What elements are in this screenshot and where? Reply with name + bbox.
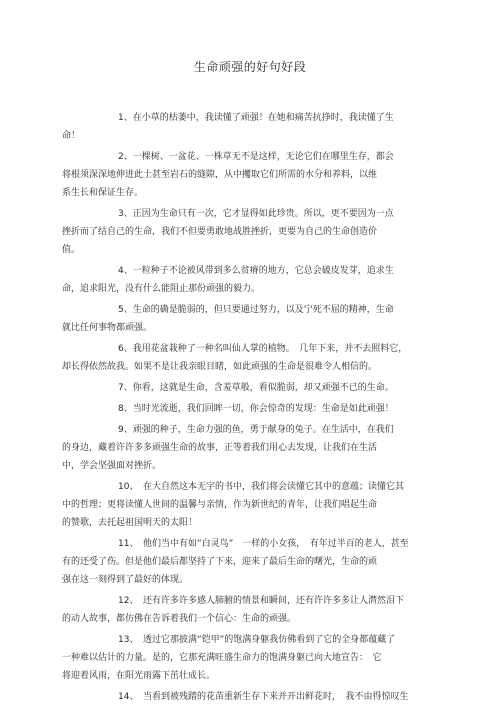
text-line: 一种难以估计的力量。是的，它那充满旺盛生命力的饱满身躯已向大地宣告： 它 <box>62 653 382 663</box>
text-line: 命，追求阳光，没有什么能阻止那份顽强的毅力。 <box>62 284 261 294</box>
text-line: 将根须深深地伸进此土甚至岩石的缝隙，从中攫取它们所需的水分和养料，以维 <box>62 170 378 180</box>
text-line: 强在这一刻得到了最好的体现。 <box>62 575 189 585</box>
text-line: 的身边，藏着许许多多顽强生命的故事，正等着我们用心去发现，让我们在生活 <box>62 443 378 453</box>
text-line: 值。 <box>62 245 81 255</box>
text-line: 14、 当看到被残踏的花苗重新生存下来并开出鲜花时， 我不由得惊叹生 <box>118 692 409 702</box>
text-line: 8、当时光流逝，我们回眸一切，你会惊奇的发现：生命是如此顽强！ <box>118 404 394 414</box>
text-line: 1、在小草的枯萎中，我读懂了顽强！在她和痛苦抗挣时，我读懂了生 <box>118 113 394 123</box>
text-line: 将迎着风雨，在阳光雨露下茁壮成长。 <box>62 671 216 681</box>
text-line: 系生长和保证生存。 <box>62 188 144 198</box>
text-line: 10、 在大自然这本无字的书中，我们将会读懂它其中的意蕴；读懂它其 <box>118 482 404 492</box>
text-line: 13、 透过它那披满“铠甲”的饱满身躯我仿佛看到了它的全身都蕴藏了 <box>118 635 396 645</box>
text-line: 7、你看，这就是生命，含羞草般，看似脆弱，却又顽强不已的生命。 <box>118 383 394 393</box>
text-line: 有的还受了伤。但是他们最后都坚持了下来，迎来了最后生命的曙光，生命的顽 <box>62 557 378 567</box>
text-line: 中的哲理；更将读懂人世间的温馨与亲情，作为新世纪的青年，让我们唱起生命 <box>62 500 378 510</box>
text-line: 4、一粒种子不论被风带到多么贫瘠的地方，它总会破皮发芽，追求生 <box>118 266 394 276</box>
text-line: 9、顽强的种子，生命力强的鱼，勇于献身的兔子。在生活中，在我们 <box>118 425 394 435</box>
text-line: 3、正因为生命只有一次，它才显得如此珍贵。所以，更不要因为一点 <box>118 209 394 219</box>
text-line: 6、我用花盆栽种了一种名叫仙人掌的植物。 几年下来，并不去照料它， <box>118 344 408 354</box>
text-line: 11、 他们当中有如“白灵鸟” 一样的小女孩， 有年过半百的老人，甚至 <box>118 539 409 549</box>
text-line: 的赞歌，去托起祖国明天的太阳！ <box>62 518 198 528</box>
text-line: 却长得依然故我。如果不是让我亲眼目睹，如此顽强的生命是很难令人相信的。 <box>62 362 378 372</box>
text-line: 命！ <box>62 131 81 141</box>
text-line: 中，学会坚强面对挫折。 <box>62 461 162 471</box>
text-line: 5、生命的确是脆弱的，但只要通过努力，以及宁死不屈的精神，生命 <box>118 305 394 315</box>
text-line: 2、一棵树、一盆花、一株草无不是这样，无论它们在哪里生存，都会 <box>118 152 394 162</box>
text-line: 12、 还有许多许多感人肺腑的情景和瞬间，还有许许多多让人潸然泪下 <box>118 596 404 606</box>
text-line: 的动人故事，都仿佛在告诉着我们一个信心：生命的顽强。 <box>62 614 297 624</box>
text-line: 就比任何事物都顽强。 <box>62 323 153 333</box>
page-title: 生命顽强的好句好段 <box>193 60 307 74</box>
text-line: 挫折而了结自己的生命，我们不但要勇敢地战胜挫折，更要为自己的生命创造价 <box>62 227 378 237</box>
